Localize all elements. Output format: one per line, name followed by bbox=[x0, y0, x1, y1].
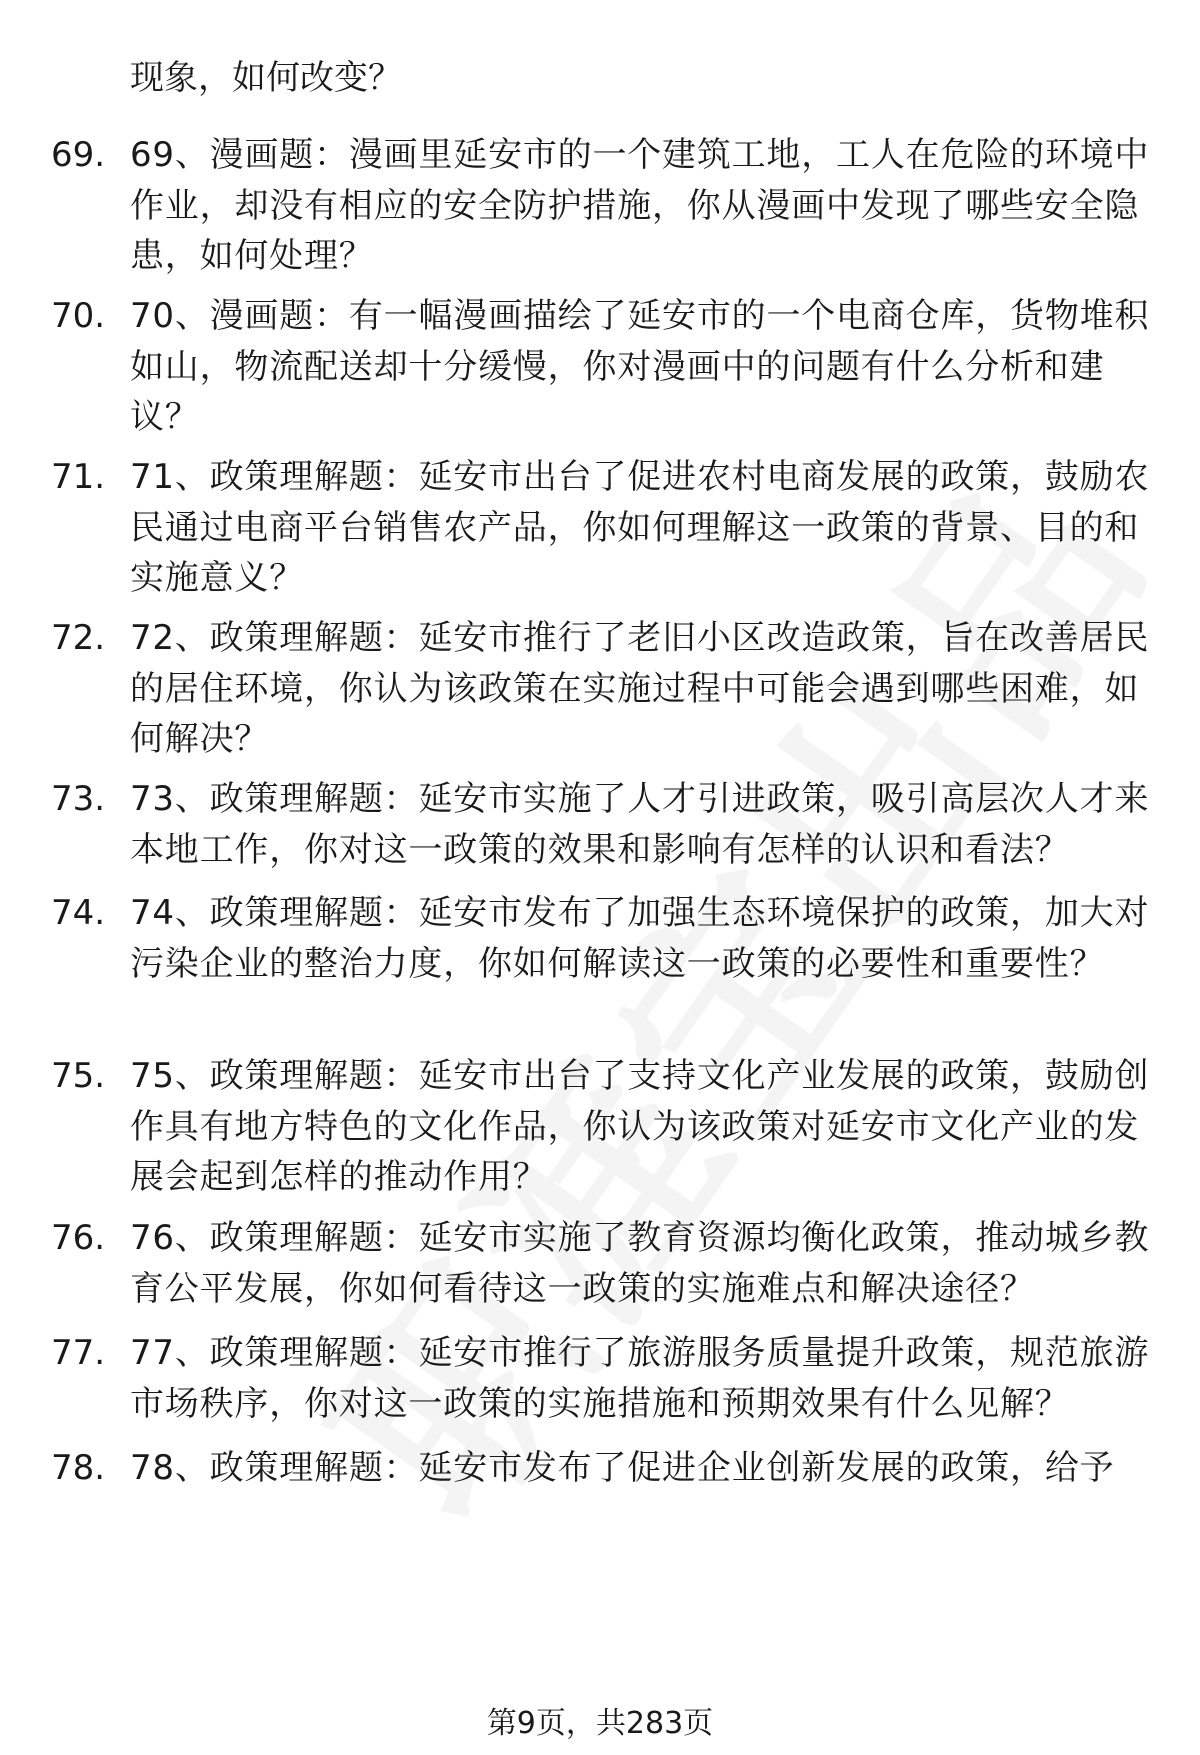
item-number: 77. bbox=[51, 1333, 106, 1373]
item-text: 76、政策理解题：延安市实施了教育资源均衡化政策，推动城乡教育公平发展，你如何看待这一政策的实施难点和解决途径？ bbox=[130, 1218, 1150, 1309]
continued-text: 现象，如何改变？ bbox=[130, 58, 402, 98]
item-number: 72. bbox=[51, 618, 106, 658]
item-number: 76. bbox=[51, 1218, 106, 1258]
item-text: 74、政策理解题：延安市发布了加强生态环境保护的政策，加大对污染企业的整治力度，你如何解读这一政策的必要性和重要性？ bbox=[130, 893, 1150, 984]
item-text: 72、政策理解题：延安市推行了老旧小区改造政策，旨在改善居民的居住环境，你认为该政策在实施过程中可能会遇到哪些困难，如何解决？ bbox=[130, 618, 1150, 759]
item-number: 70. bbox=[51, 296, 106, 336]
item-text: 73、政策理解题：延安市实施了人才引进政策，吸引高层次人才来本地工作，你对这一政策的效果和影响有怎样的认识和看法？ bbox=[130, 779, 1150, 870]
page-number-footer: 第9页，共283页 bbox=[486, 1706, 714, 1741]
item-text: 70、漫画题：有一幅漫画描绘了延安市的一个电商仓库，货物堆积如山，物流配送却十分缓慢，你对漫画中的问题有什么分析和建议？ bbox=[130, 296, 1150, 437]
item-number: 75. bbox=[51, 1056, 106, 1096]
item-number: 69. bbox=[51, 135, 106, 175]
item-text: 69、漫画题：漫画里延安市的一个建筑工地，工人在危险的环境中作业，却没有相应的安全防护措施，你从漫画中发现了哪些安全隐患，如何处理？ bbox=[130, 135, 1150, 276]
item-text: 75、政策理解题：延安市出台了支持文化产业发展的政策，鼓励创作具有地方特色的文化作品，你认为该政策对延安市文化产业的发展会起到怎样的推动作用？ bbox=[130, 1056, 1150, 1197]
item-number: 71. bbox=[51, 457, 106, 497]
item-number: 78. bbox=[51, 1448, 106, 1488]
item-text: 77、政策理解题：延安市推行了旅游服务质量提升政策，规范旅游市场秩序，你对这一政策的实施措施和预期效果有什么见解？ bbox=[130, 1333, 1150, 1424]
item-text: 78、政策理解题：延安市发布了促进企业创新发展的政策，给予 bbox=[130, 1448, 1115, 1488]
item-number: 74. bbox=[51, 893, 106, 933]
item-text: 71、政策理解题：延安市出台了促进农村电商发展的政策，鼓励农民通过电商平台销售农产品，你如何理解这一政策的背景、目的和实施意义？ bbox=[130, 457, 1150, 598]
item-number: 73. bbox=[51, 779, 106, 819]
